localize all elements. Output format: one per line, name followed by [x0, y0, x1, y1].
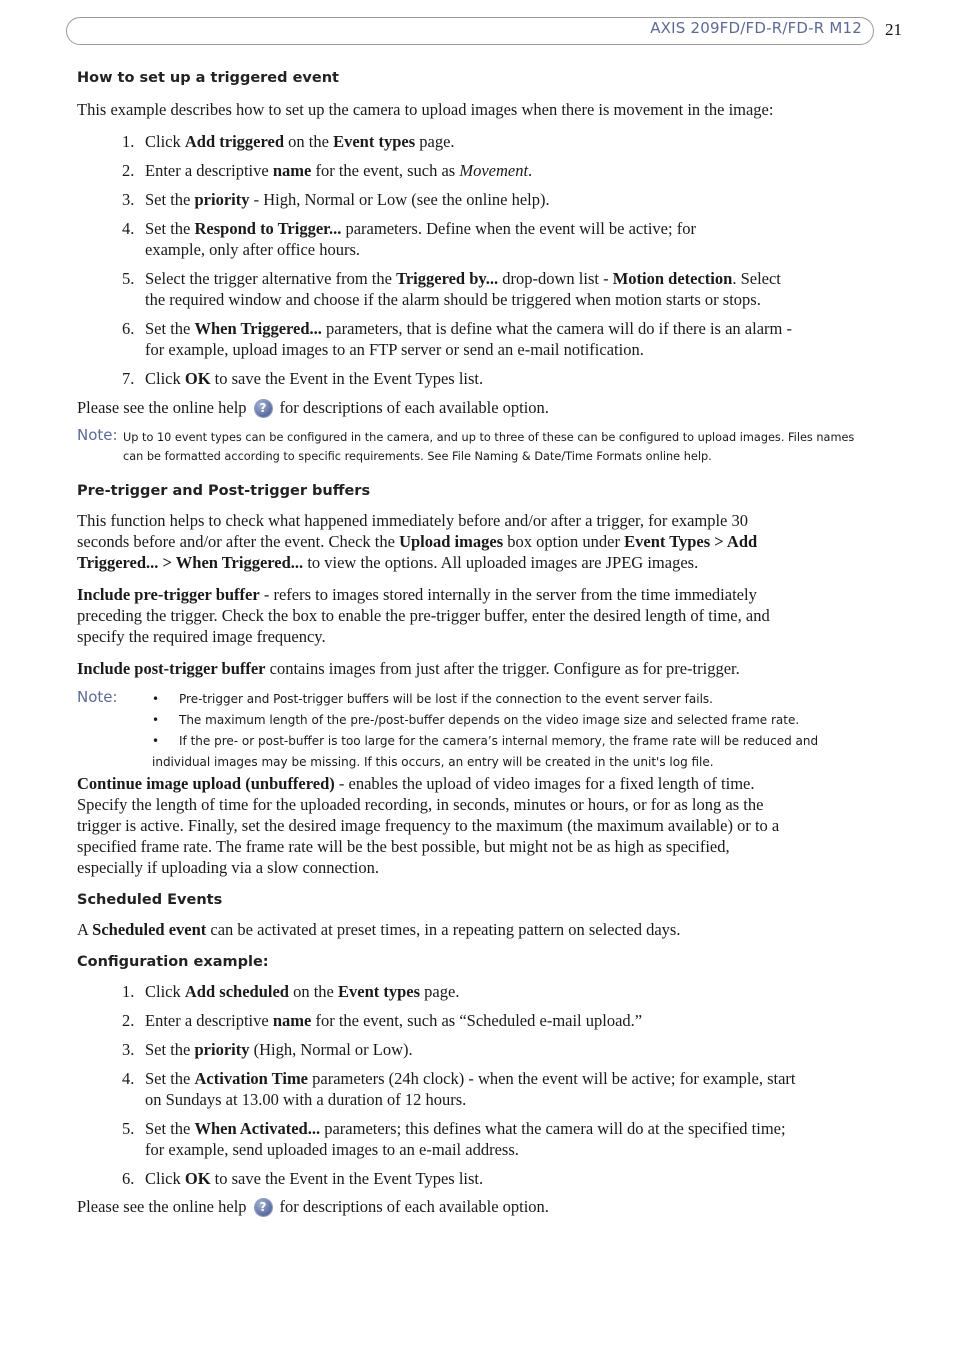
section-heading-scheduled: Scheduled Events	[77, 892, 223, 908]
note-label: Note:	[77, 426, 118, 444]
list-item: 5. Set the When Activated... parameters; this defines what the camera will do at the specified time; for example, send uploaded images to an e-mail address.	[122, 1119, 786, 1159]
page-number: 21	[885, 20, 902, 39]
note-buffers	[77, 689, 873, 773]
list-item: 5. Select the trigger alternative from the Triggered by... drop-down list - Motion detection. Select the required window and choose if the alarm should be triggered when motion starts or stops.	[122, 269, 781, 309]
page-content	[77, 68, 873, 1217]
section-heading-buffers: Pre-trigger and Post-trigger buffers	[77, 483, 371, 499]
note-triggered: Note: Up to 10 event types can be configured in the camera, and up to three of these can be configured to upload images. Files names can be formatted according to specific requirements. See File Naming & Date/Time Formats online help.	[77, 426, 855, 463]
triggered-steps	[77, 131, 873, 389]
list-item: 3. Set the priority - High, Normal or Low (see the online help).	[122, 190, 550, 209]
buffers-paragraph-4: Continue image upload (unbuffered) - enables the upload of video images for a fixed length of time. Specify the length of time for the uploaded recording, in seconds, minutes or hours, or for as long as the trigger is active. Finally, set the desired image frequency to the maximum (the maximum available) or to a specified frame rate. The frame rate will be the best possible, but might not be as high as specified, especially if uploading via a slow connection.	[77, 774, 780, 877]
list-item: 2. Enter a descriptive name for the event, such as “Scheduled e-mail upload.”	[122, 1011, 643, 1030]
buffers-paragraph-2: Include pre-trigger buffer - refers to images stored internally in the server from the time immediately preceding the trigger. Check the box to enable the pre-trigger buffer, enter the desired length of time, and specify the required image frequency.	[77, 585, 770, 646]
list-item: 6. Click OK to save the Event in the Event Types list.	[122, 1169, 484, 1188]
list-item: 4. Set the Respond to Trigger... parameters. Define when the event will be active; for example, only after office hours.	[122, 219, 696, 259]
config-heading: Configuration example:	[77, 954, 269, 970]
buffers-paragraph-1: This function helps to check what happened immediately before and/or after a trigger, for example 30 seconds before and/or after the event. Check the Upload images box option under Event Types > Add Triggered... > When Triggered... to view the options. All uploaded images are JPEG images.	[77, 511, 758, 572]
list-item: 6. Set the When Triggered... parameters, that is define what the camera will do if there is an alarm - for example, upload images to an FTP server or send an e-mail notification.	[122, 319, 792, 359]
triggered-intro: This example describes how to set up the camera to upload images when there is movement in the image:	[77, 100, 774, 119]
list-item: 3. Set the priority (High, Normal or Low).	[122, 1040, 413, 1059]
list-item: 4. Set the Activation Time parameters (24h clock) - when the event will be active; for example, start on Sundays at 13.00 with a duration of 12 hours.	[122, 1069, 796, 1109]
question-icon[interactable]: ?	[255, 400, 272, 417]
scheduled-steps	[77, 981, 873, 1189]
list-item: • The maximum length of the pre-/post-buffer depends on the video image size and selected frame rate.	[152, 713, 800, 727]
list-item: 2. Enter a descriptive name for the event, such as Movement.	[122, 161, 533, 180]
list-item-continuation: individual images may be missing. If this occurs, an entry will be created in the unit's log file.	[152, 755, 714, 769]
list-item: • Pre-trigger and Post-trigger buffers will be lost if the connection to the event server fails.	[152, 692, 713, 706]
list-item: 1. Click Add triggered on the Event types page.	[122, 132, 455, 151]
buffers-paragraph-3: Include post-trigger buffer contains images from just after the trigger. Configure as for pre-trigger.	[77, 659, 740, 678]
question-icon[interactable]: ?	[255, 1199, 272, 1216]
help-reference: Please see the online help ? for descriptions of each available option.	[77, 398, 549, 417]
product-title: AXIS 209FD/FD-R/FD-R M12	[650, 19, 862, 37]
list-item: 1. Click Add scheduled on the Event types page.	[122, 982, 460, 1001]
help-reference-scheduled: Please see the online help ? for descriptions of each available option.	[77, 1197, 549, 1216]
list-item: 7. Click OK to save the Event in the Event Types list.	[122, 369, 484, 388]
note-label: Note:	[77, 688, 118, 706]
list-item: • If the pre- or post-buffer is too large for the camera’s internal memory, the frame rate will be reduced and	[152, 734, 819, 748]
section-heading-triggered: How to set up a triggered event	[77, 70, 339, 86]
scheduled-intro: A Scheduled event can be activated at preset times, in a repeating pattern on selected days.	[77, 920, 681, 939]
